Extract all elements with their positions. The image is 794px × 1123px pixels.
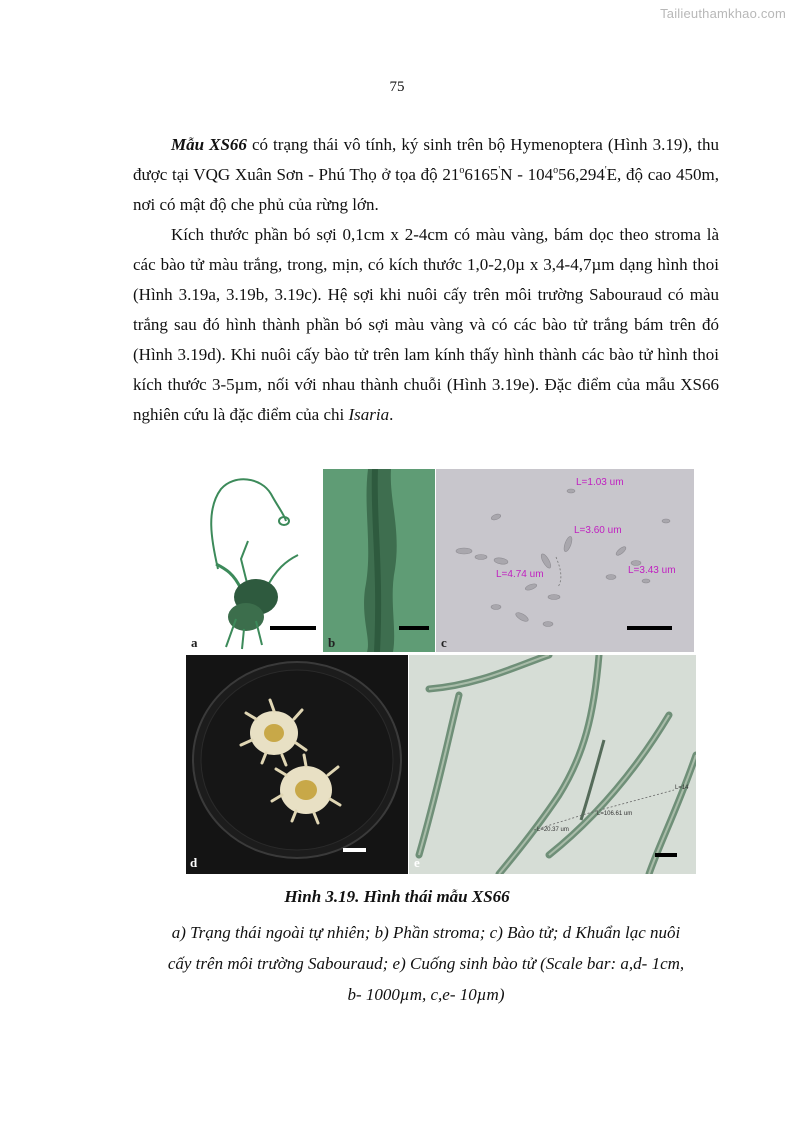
specimen-photo xyxy=(186,469,322,652)
scale-bar-d xyxy=(343,848,366,852)
measurement-label: L=14 xyxy=(675,785,689,791)
figure-panel-e xyxy=(409,655,696,874)
panel-label-e: e xyxy=(414,855,420,870)
measurement-label: L=1.03 um xyxy=(576,477,624,488)
figure-panel-a xyxy=(186,469,322,652)
figure-panel-d xyxy=(186,655,408,874)
body-text xyxy=(133,130,719,430)
figure-panel-b xyxy=(323,469,435,652)
figure-caption-title: Hình 3.19. Hình thái mẫu XS66 xyxy=(284,887,510,906)
scale-bar-c xyxy=(627,626,672,630)
measurement-label: L=3.60 um xyxy=(574,525,622,536)
measurement-label: L=106.61 um xyxy=(597,811,633,817)
paragraph-1: Mẫu XS66 có trạng thái vô tính, ký sinh trên bộ Hymenoptera (Hình 3.19), thu được tại VQG Xuân Sơn - Phú Thọ ở tọa độ 21$^o$6165'N - 104$^o$56,294'E, độ cao 450m, nơi có mật độ che phủ của rừng lớn. xyxy=(133,135,719,214)
genus-name: Isaria xyxy=(348,405,390,424)
figure-caption xyxy=(133,917,719,1010)
panel-label-b: b xyxy=(328,635,336,650)
measurement-label: L=4.74 um xyxy=(496,569,544,580)
measurement-label: L=3.43 um xyxy=(628,565,676,576)
figure-panel-c xyxy=(436,469,694,652)
hyphae-micrograph xyxy=(409,655,696,874)
stroma-photo xyxy=(323,469,435,652)
measurement-label: L=20.37 um xyxy=(537,827,569,833)
watermark: Tailieuthamkhao.com xyxy=(660,6,786,21)
page-number: 75 xyxy=(389,79,405,95)
caption-line-1: a) Trạng thái ngoài tự nhiên; b) Phần stroma; c) Bào tử; d Khuẩn lạc nuôi xyxy=(171,923,681,942)
sample-id: Mẫu XS66 xyxy=(171,135,247,154)
scale-bar-b xyxy=(399,626,429,630)
culture-photo xyxy=(186,655,408,874)
panel-label-c: c xyxy=(441,635,447,650)
caption-line-3: b- 1000µm, c,e- 10µm) xyxy=(347,985,505,1004)
scale-bar-a xyxy=(270,626,316,630)
caption-line-2: cấy trên môi trường Sabouraud; e) Cuống sinh bào tử (Scale bar: a,d- 1cm, xyxy=(167,954,685,973)
spores-micrograph xyxy=(436,469,694,652)
scale-bar-e xyxy=(655,853,677,857)
panel-label-a: a xyxy=(191,635,198,650)
paragraph-2: Kích thước phần bó sợi 0,1cm x 2-4cm có màu vàng, bám dọc theo stroma là các bào tử màu trắng, trong, mịn, có kích thước 1,0-2,0µ x 3,4-4,7µm dạng hình thoi (Hình 3.19a, 3.19b, 3.19c). Hệ sợi khi nuôi cấy trên môi trường Sabouraud có màu trắng sau đó hình thành phần bó sợi màu vàng và có các bào tử trắng bám trên đó (Hình 3.19d). Khi nuôi cấy bào tử trên lam kính thấy hình thành các bào tử hình thoi kích thước 3-5µm, nối với nhau thành chuỗi (Hình 3.19e). Đặc điểm của mẫu XS66 nghiên cứu là đặc điểm của chi Isaria. xyxy=(133,225,719,424)
panel-label-d: d xyxy=(190,855,198,870)
